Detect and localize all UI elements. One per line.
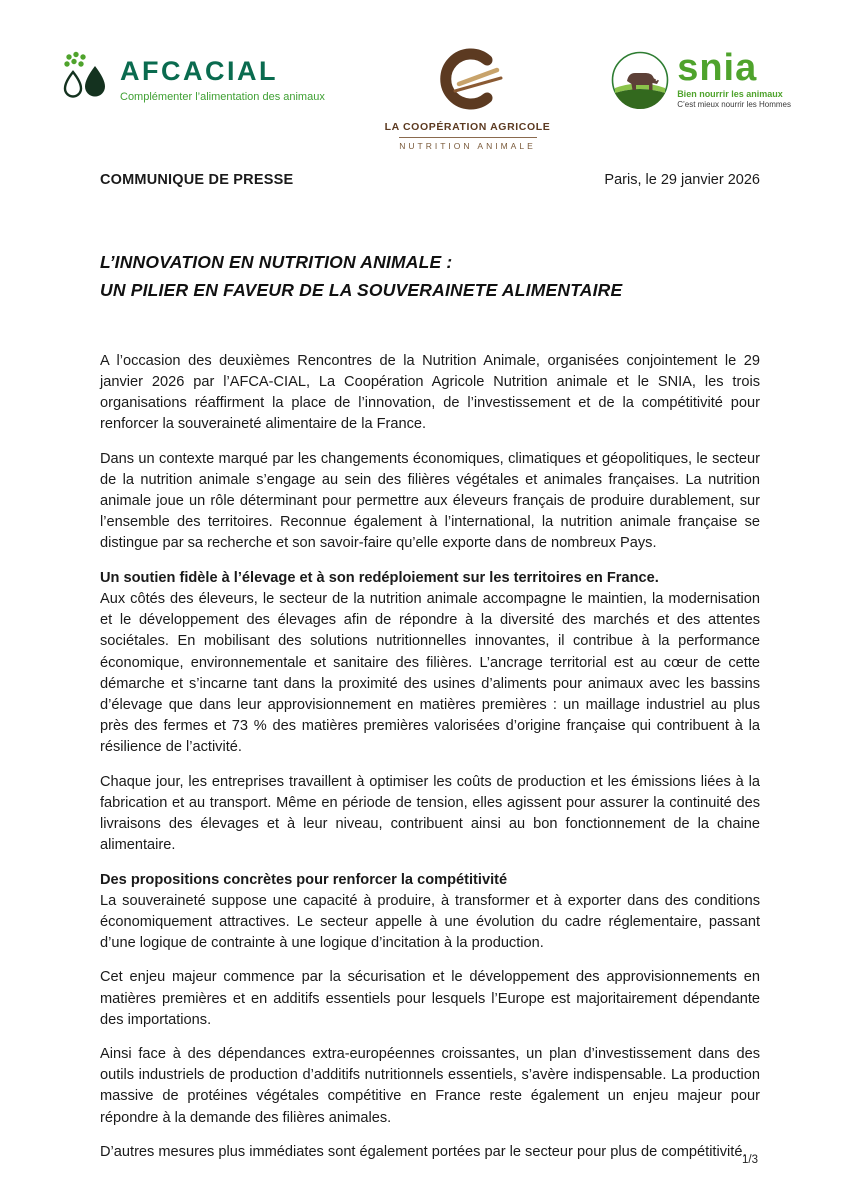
afcacial-tagline: Complémenter l’alimentation des animaux — [120, 91, 325, 103]
cooperation-agricole-subtitle: NUTRITION ANIMALE — [399, 141, 536, 151]
snia-wordmark: snia — [677, 47, 758, 89]
paragraph-autres-mesures: D’autres mesures plus immédiates sont également portées par le secteur pour plus de compétitivité. — [100, 1143, 747, 1160]
dateline: Paris, le 29 janvier 2026 — [604, 172, 760, 188]
page-number: 1/3 — [742, 1154, 758, 1166]
afcacial-wordmark: AFCACIAL — [120, 56, 278, 86]
paragraph-context: Dans un contexte marqué par les changements économiques, climatiques et géopolitiques, le secteur de la nutrition animale s’engage au sein des filières végétales et animales françaises. La nutrition animale joue un rôle déterminant pour permettre aux éleveurs français de produire durablement, sur l’ensemble des territoires. Reconnue également à l’international, la nutrition animale française se distingue par sa recherche et son savoir-faire qu’elle exporte dans de nombreux Pays. — [100, 450, 760, 552]
snia-tagline-1: Bien nourrir les animaux — [677, 89, 783, 100]
cooperation-agricole-divider — [399, 137, 537, 138]
paragraph-souverainete: La souveraineté suppose une capacité à produire, à transformer et à exporter dans des conditions économiquement attractives. Le secteur appelle à une évolution du cadre réglementaire, passant d’une logique de contrainte à une logique d’incitation à la production. — [100, 892, 760, 952]
afcacial-droplet-icon — [58, 50, 112, 113]
snia-logo — [610, 47, 791, 115]
document-title — [100, 248, 760, 305]
document-content — [0, 172, 853, 1163]
afcacial-logo — [58, 50, 325, 113]
afcacial-text-block — [120, 50, 325, 103]
title-line-2: UN PILIER EN FAVEUR DE LA SOUVERAINETE ALIMENTAIRE — [100, 280, 623, 301]
body-text — [100, 351, 760, 1163]
paragraph-dependances: Ainsi face à des dépendances extra-européennes croissantes, un plan d’investissement dans des outils industriels de production d’additifs nutritionnels essentiels, s’avère indispensable. La production massive de protéines végétales compétitive en France reste également un enjeu majeur pour répondre à la demande des filières animales. — [100, 1046, 760, 1126]
logo-row — [0, 0, 853, 151]
subheading-soutien-elevage: Un soutien fidèle à l’élevage et à son redéploiement sur les territoires en France. — [100, 569, 659, 586]
paragraph-cotes-eleveurs: Aux côtés des éleveurs, le secteur de la nutrition animale accompagne le maintien, la modernisation et le développement des élevages afin de répondre à la diversité des marchés et des attentes sociétales. En mobilisant des solutions nutritionnelles innovantes, il contribue à la performance économique, environnementale et sanitaire des filières. L’ancrage territorial est au cœur de cette démarche et s’incarne tant dans la proximité des usines d’aliments pour animaux avec les bassins d’élevage que dans leur approvisionnement en matières premières : un maillage industriel au plus près des fermes et 73 % des matières premières valorisées d’origine française qui contribuent à la résilience de l’activité. — [100, 590, 760, 756]
kicker-row — [100, 172, 760, 188]
paragraph-chaque-jour: Chaque jour, les entreprises travaillent à optimiser les coûts de production et les émissions liées à la fabrication et au transport. Même en période de tension, elles agissent pour assurer la continuité des livraisons des élevages et à leur niveau, contribuent ainsi au bon fonctionnement de la chaine alimentaire. — [100, 773, 760, 854]
subheading-propositions: Des propositions concrètes pour renforcer la compétitivité — [100, 871, 508, 888]
press-release-label: COMMUNIQUE DE PRESSE — [100, 172, 294, 188]
snia-text-block — [677, 47, 791, 110]
cooperation-agricole-c-icon — [425, 46, 511, 117]
paragraph-enjeu-majeur: Cet enjeu majeur commence par la sécurisation et le développement des approvisionnements en matières premières et en additifs essentiels pour lesquels l’Europe est majoritairement dépendante des importations. — [100, 969, 760, 1028]
cooperation-agricole-name: LA COOPÉRATION AGRICOLE — [384, 121, 551, 133]
cooperation-agricole-logo — [385, 46, 551, 151]
snia-cow-icon — [610, 50, 670, 115]
paragraph-intro: A l’occasion des deuxièmes Rencontres de la Nutrition Animale, organisées conjointement le 29 janvier 2026 par l’AFCA-CIAL, La Coopération Agricole Nutrition animale et le SNIA, les trois organisations réaffirment la place de l’innovation, de l’investissement et de la compétitivité pour renforcer la souveraineté alimentaire de la France. — [100, 352, 760, 433]
title-line-1: L’INNOVATION EN NUTRITION ANIMALE : — [100, 252, 453, 272]
snia-tagline-2: C’est mieux nourrir les Hommes — [677, 100, 791, 110]
